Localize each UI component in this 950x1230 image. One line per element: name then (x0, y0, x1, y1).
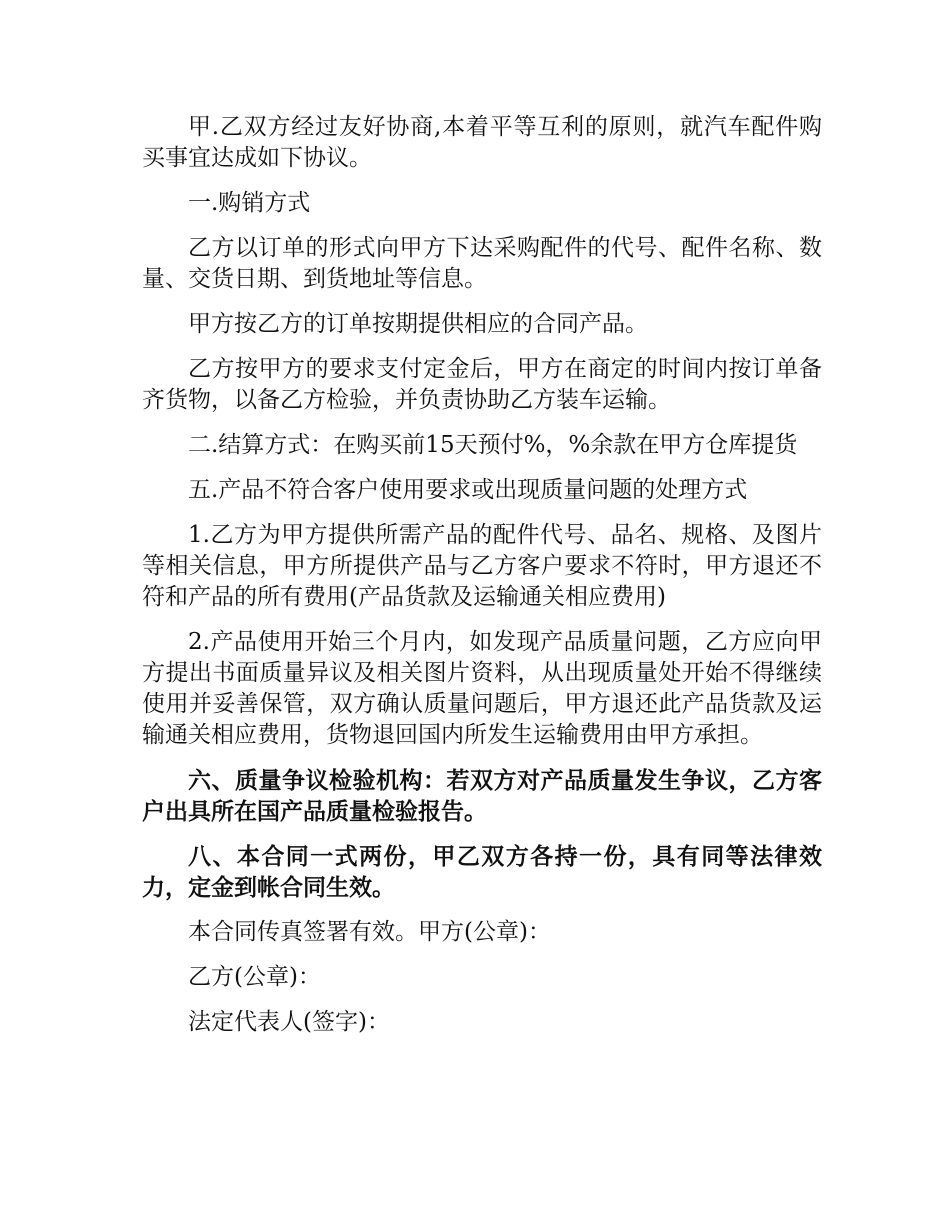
clause-1-paragraph: 1.乙方为甲方提供所需产品的配件代号、品名、规格、及图片等相关信息，甲方所提供产品与乙方客户要求不符时，甲方退还不符和产品的所有费用(产品货款及运输通关相应费用) (142, 522, 822, 610)
supply-paragraph: 甲方按乙方的订单按期提供相应的合同产品。 (188, 311, 648, 337)
clause-2-paragraph: 2.产品使用开始三个月内，如发现产品质量问题，乙方应向甲方提出书面质量异议及相关图片资料，从出现质量处开始不得继续使用并妥善保管，双方确认质量问题后，甲方退还此产品货款及运输通关相应费用，货物退回国内所发生运输费用由甲方承担。 (142, 629, 822, 748)
deposit-paragraph: 乙方按甲方的要求支付定金后，甲方在商定的时间内按订单备齐货物，以备乙方检验，并负责协助乙方装车运输。 (142, 356, 822, 413)
quality-dispute-paragraph: 六、质量争议检验机构：若双方对产品质量发生争议，乙方客户出具所在国产品质量检验报告。 (142, 767, 822, 825)
settlement-paragraph: 二.结算方式：在购买前15天预付%，%余款在甲方仓库提货 (188, 432, 798, 458)
party-b-seal-line: 乙方(公章)： (188, 964, 321, 990)
party-a-seal-line: 本合同传真签署有效。甲方(公章)： (188, 919, 551, 945)
section-quality-handling-heading: 五.产品不符合客户使用要求或出现质量问题的处理方式 (188, 477, 748, 503)
section-purchase-method-heading: 一.购销方式 (188, 190, 311, 216)
copies-validity-paragraph: 八、本合同一式两份，甲乙双方各持一份，具有同等法律效力，定金到帐合同生效。 (142, 843, 822, 901)
order-info-paragraph: 乙方以订单的形式向甲方下达采购配件的代号、配件名称、数量、交货日期、到货地址等信息。 (142, 235, 822, 292)
document-page (142, 112, 822, 1052)
intro-paragraph: 甲.乙双方经过友好协商,本着平等互利的原则，就汽车配件购买事宜达成如下协议。 (142, 114, 822, 171)
legal-representative-line: 法定代表人(签字)： (188, 1009, 390, 1035)
